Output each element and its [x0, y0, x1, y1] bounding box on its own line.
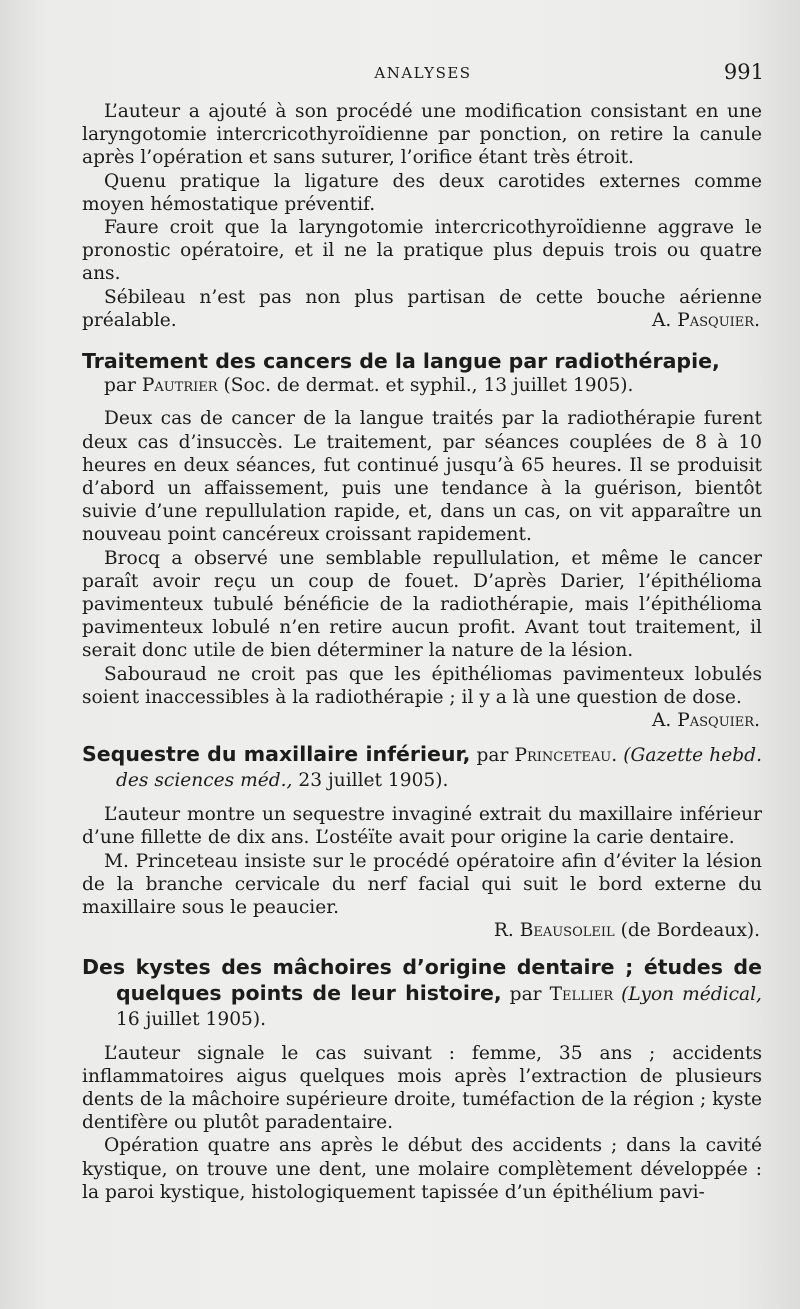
- article-title: Traitement des cancers de la langue par radiothérapie,: [82, 349, 720, 374]
- paragraph: M. Princeteau insiste sur le procédé opératoire afin d’éviter la lésion de la branche cervicale du nerf facial qui suit le bord externe du maxillaire sous le peaucier.: [82, 850, 762, 919]
- paragraph: Brocq a observé une semblable repullulation, et même le cancer paraît avoir reçu un coup de fouet. D’après Darier, l’épithélioma pavimenteux tubulé bénéficie de la radiothérapie, mais l’épithélioma pavimenteux lobulé n’en retire aucun profit. Avant tout traitement, il serait donc utile de bien déterminer la nature de la lésion.: [82, 547, 762, 662]
- signature-initial: R.: [493, 920, 514, 942]
- paragraph: Deux cas de cancer de la langue traités par la radiothérapie furent deux cas d’insuccès. Le traitement, par séances couplées de 8 à 10 heures en deux séances, fut continué jusqu’à 65 heures. Il se produisit d’abord un affaissement, puis une tendance à la guérison, bientôt suivie d’une repullulation rapide, et, dans un cas, on vit apparaître un nouveau point cancéreux croissant rapidement.: [82, 408, 762, 546]
- article-sequestre: [82, 742, 762, 942]
- byline-prefix: par: [104, 375, 136, 397]
- article-byline: [82, 374, 762, 397]
- byline-prefix: par: [476, 745, 509, 767]
- paragraph: Sabouraud ne croit pas que les épithéliomas pavimenteux lobulés soient inaccessibles à la radiothérapie ; il y a là une question de dose.: [82, 663, 762, 708]
- article-source-journal: (Lyon médical,: [621, 983, 762, 1005]
- article-title: Des kystes des mâchoires d’origine dentaire ; études de quelques points de leur histoire,: [82, 954, 762, 1005]
- author-name: Pautrier: [141, 375, 218, 397]
- article-title: Sequestre du maxillaire inférieur,: [82, 742, 471, 767]
- signature-place: (de Bordeaux).: [620, 920, 760, 942]
- page-header: [82, 60, 764, 94]
- paragraph: L’auteur signale le cas suivant : femme, 35 ans ; accidents inflammatoires aigus quelques mois après l’extraction de plusieurs dents de la mâchoire supérieure droite, tuméfaction de la région ; kyste dentifère ou plutôt paradentaire.: [82, 1042, 762, 1134]
- signature: A. Pasquier.: [652, 710, 760, 732]
- author-name: Tellier: [549, 983, 614, 1005]
- article-source-journal: (Gazette hebd. des sciences méd.,: [116, 745, 762, 792]
- article-heading: [82, 955, 762, 1032]
- paragraph: Faure croit que la laryngotomie intercricothyroïdienne aggrave le pronostic opératoire, et il ne la pratique plus depuis trois ou quatre ans.: [82, 217, 762, 285]
- paragraph: Sébileau n’est pas non plus partisan de cette bouche aérienne préalable.: [82, 286, 762, 331]
- article-heading: [82, 742, 762, 793]
- article-source: (Soc. de dermat. et syphil., 13 juillet 1905).: [223, 375, 634, 397]
- article-source-date: 23 juillet 1905).: [298, 770, 449, 792]
- paragraph: Opération quatre ans après le début des accidents ; dans la cavité kystique, on trouve une dent, une molaire complètement développée : la paroi kystique, histologiquement tapissée d’un épithélium pavi-: [82, 1135, 762, 1203]
- signature-name: Beausoleil: [519, 920, 615, 942]
- article-kystes: [82, 955, 762, 1204]
- page-content: [82, 100, 762, 1204]
- signature: A. Pasquier.: [652, 310, 760, 332]
- signature: [82, 919, 762, 942]
- running-title: ANALYSES: [374, 64, 472, 82]
- author-name: Princeteau.: [514, 745, 618, 767]
- paragraph: L’auteur montre un sequestre invaginé extrait du maxillaire inférieur d’une fillette de dix ans. L’ostéïte avait pour origine la carie dentaire.: [82, 804, 762, 849]
- paragraph: Quenu pratique la ligature des deux carotides externes comme moyen hémostatique préventif.: [82, 170, 762, 215]
- article-source-date: 16 juillet 1905).: [116, 1008, 267, 1030]
- page-number: 991: [723, 60, 764, 84]
- paragraph: L’auteur a ajouté à son procédé une modification consistant en une laryngotomie intercricothyroïdienne par ponction, on retire la canule après l’opération et sans suturer, l’orifice étant très étroit.: [82, 101, 762, 169]
- article-continued: [82, 100, 762, 332]
- article-radiotherapie: [82, 348, 762, 732]
- byline-prefix: par: [509, 983, 542, 1005]
